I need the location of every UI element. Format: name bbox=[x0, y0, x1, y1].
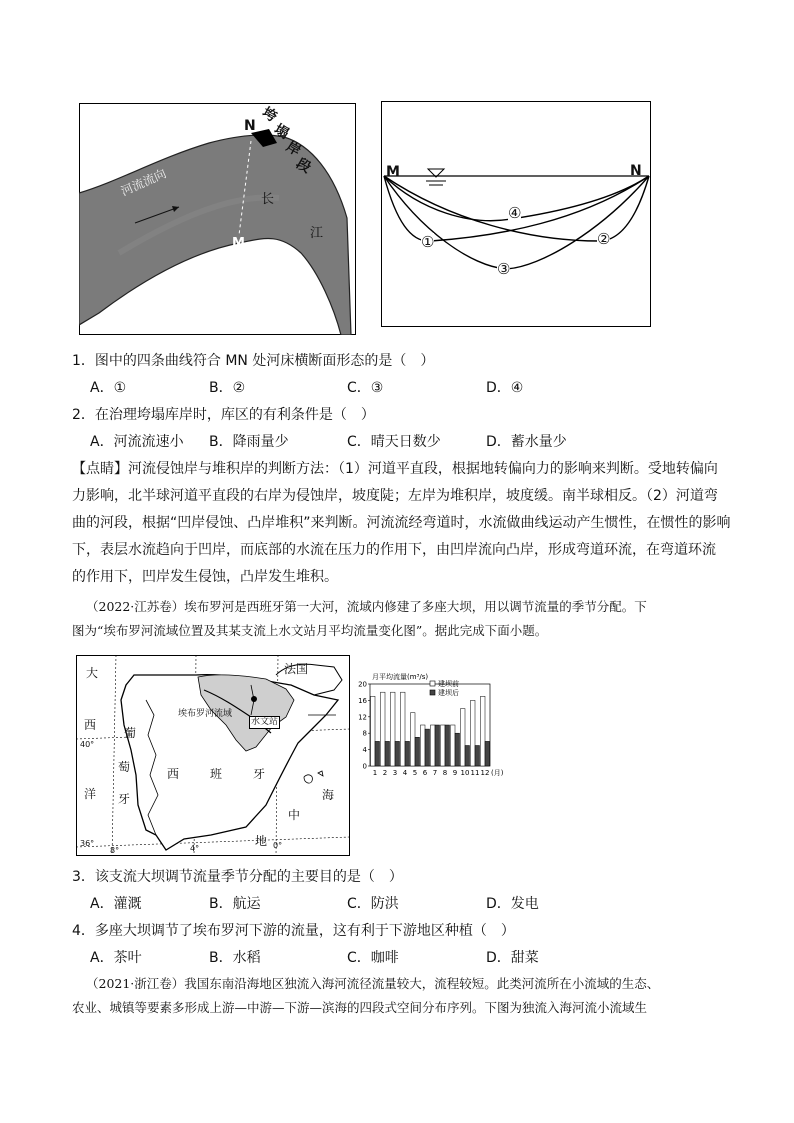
map-label-lon4: 4° bbox=[190, 844, 200, 853]
bar-after-dam bbox=[455, 733, 460, 766]
bar-after-dam bbox=[415, 737, 420, 766]
q4-option-c[interactable]: C．咖啡 bbox=[347, 950, 399, 966]
question-3-stem: 3．该支流大坝调节流量季节分配的主要目的是（ ） bbox=[72, 869, 403, 885]
map-label-lon0: 0° bbox=[273, 841, 283, 850]
note-tag: 【点睛】 bbox=[72, 461, 128, 477]
collapse-char-3: 岸 bbox=[283, 138, 304, 160]
intro-2022-line-2: 图为“埃布罗河流域位置及其某支流上水文站月平均流量变化图”。据此完成下面小题。 bbox=[72, 623, 548, 638]
y-tick-label: 0 bbox=[362, 762, 367, 771]
curve-label-4: ④ bbox=[508, 204, 522, 222]
fig1-label-m: M bbox=[232, 236, 245, 251]
bar-after-dam bbox=[465, 746, 470, 767]
bar-before-dam bbox=[411, 713, 416, 766]
map-label-da: 大 bbox=[86, 666, 99, 680]
bar-after-dam bbox=[485, 741, 490, 766]
bar-before-dam bbox=[451, 725, 456, 766]
bar-before-dam bbox=[391, 692, 396, 766]
bar-after-dam bbox=[445, 725, 450, 766]
q2-option-c[interactable]: C．晴天日数少 bbox=[347, 434, 441, 450]
bar-before-dam bbox=[431, 725, 436, 766]
bar-after-dam bbox=[475, 746, 480, 767]
bar-after-dam bbox=[385, 741, 390, 766]
y-tick-label: 20 bbox=[358, 680, 367, 689]
legend-swatch-after bbox=[430, 690, 435, 695]
river-photo-svg bbox=[79, 103, 356, 335]
question-1-stem: 1．图中的四条曲线符合 MN 处河床横断面形态的是（ ） bbox=[72, 353, 435, 369]
bar-after-dam bbox=[395, 741, 400, 766]
x-tick-label: 4 bbox=[402, 769, 408, 777]
q1-option-d[interactable]: D．④ bbox=[486, 380, 524, 396]
map-label-spain-1: 西 bbox=[167, 767, 180, 781]
intro-2021-line-2: 农业、城镇等要素多形成上游—中游—下游—滨海的四段式空间分布序列。下图为独流入海河流小流域生 bbox=[72, 1000, 648, 1015]
iberia-map-svg bbox=[76, 655, 350, 856]
q4-option-d[interactable]: D．甜菜 bbox=[486, 950, 539, 966]
map-label-lat40: 40° bbox=[80, 740, 95, 749]
x-tick-label: 7 bbox=[432, 769, 438, 777]
q2-option-a[interactable]: A．河流流速小 bbox=[90, 434, 184, 450]
river-name-char-2: 江 bbox=[310, 226, 324, 241]
y-tick-label: 16 bbox=[358, 696, 367, 705]
note-line-3: 曲的河段，根据“凹岸侵蚀、凸岸堆积”来判断。河流流经弯道时，水流做曲线运动产生惯性，在惯性的影响 bbox=[72, 515, 731, 531]
q1-option-b[interactable]: B．② bbox=[209, 380, 246, 396]
bar-before-dam bbox=[461, 709, 466, 766]
q3-option-d[interactable]: D．发电 bbox=[486, 896, 539, 912]
x-tick-label: 9 bbox=[452, 769, 458, 777]
bar-after-dam bbox=[405, 741, 410, 766]
note-line-4: 下，表层水流趋向于凹岸，而底部的水流在压力的作用下，由凹岸流向凸岸，形成弯道环流，在弯道环流 bbox=[72, 542, 716, 558]
map-label-yang: 洋 bbox=[84, 787, 97, 801]
q2-option-d[interactable]: D．蓄水量少 bbox=[486, 434, 567, 450]
fig1-label-n: N bbox=[244, 118, 256, 134]
q3-option-c[interactable]: C．防洪 bbox=[347, 896, 399, 912]
figure-iberia-map bbox=[76, 655, 350, 856]
map-label-hai: 海 bbox=[322, 788, 335, 802]
x-tick-label: 5 bbox=[412, 769, 418, 777]
flow-direction-label: 河流流向 bbox=[118, 166, 169, 199]
question-4-stem: 4．多座大坝调节了埃布罗河下游的流量，这有利于下游地区种植（ ） bbox=[72, 923, 515, 939]
q1-option-a[interactable]: A．① bbox=[90, 380, 127, 396]
figure-river-photo bbox=[79, 103, 356, 335]
q1-option-c[interactable]: C．③ bbox=[347, 380, 384, 396]
legend-label-after: 建坝后 bbox=[438, 689, 459, 697]
y-tick-label: 12 bbox=[358, 713, 367, 722]
q4-option-b[interactable]: B．水稻 bbox=[209, 950, 261, 966]
map-label-ya1: 牙 bbox=[118, 792, 131, 806]
x-tick-label: 11 bbox=[470, 769, 480, 777]
x-tick-label: 8 bbox=[442, 769, 448, 777]
legend-label-before: 建坝前 bbox=[438, 680, 459, 688]
hydro-station-dot bbox=[251, 696, 257, 702]
bar-after-dam bbox=[435, 725, 440, 766]
map-label-lat36: 36° bbox=[80, 839, 95, 848]
map-label-zhong: 中 bbox=[288, 808, 301, 822]
x-tick-label: 1 bbox=[372, 769, 378, 777]
fig2-label-m: M bbox=[386, 164, 400, 180]
curve-label-1: ① bbox=[421, 233, 435, 251]
y-tick-label: 4 bbox=[362, 746, 367, 755]
bar-after-dam bbox=[375, 741, 380, 766]
q2-option-b[interactable]: B．降雨量少 bbox=[209, 434, 289, 450]
bar-before-dam bbox=[421, 725, 426, 766]
bar-before-dam bbox=[441, 725, 446, 766]
note-line-1: 河流侵蚀岸与堆积岸的判断方法：（1）河道平直段，根据地转偏向力的影响来判断。受地转偏向 bbox=[128, 461, 718, 477]
map-label-pu1: 葡 bbox=[124, 726, 137, 740]
bar-before-dam bbox=[481, 696, 486, 766]
x-axis-unit: (月) bbox=[491, 769, 504, 777]
q3-option-a[interactable]: A．灌溉 bbox=[90, 896, 142, 912]
curve-label-3: ③ bbox=[497, 260, 511, 278]
collapse-label bbox=[259, 104, 314, 177]
intro-2022-line-1: （2022·江苏卷）埃布罗河是西班牙第一大河，流域内修建了多座大坝，用以调节流量的季节分配。下 bbox=[86, 599, 647, 614]
q4-option-a[interactable]: A．茶叶 bbox=[90, 950, 142, 966]
flow-chart bbox=[350, 670, 510, 780]
note-paragraph bbox=[72, 456, 732, 591]
intro-2021 bbox=[72, 972, 660, 1020]
map-label-xi: 西 bbox=[84, 718, 97, 732]
map-label-station: 水文站 bbox=[251, 717, 279, 727]
y-tick-label: 8 bbox=[362, 729, 367, 738]
map-label-basin: 埃布罗河流域 bbox=[178, 709, 233, 719]
x-tick-label: 12 bbox=[480, 769, 490, 777]
bar-before-dam bbox=[381, 692, 386, 766]
x-tick-label: 10 bbox=[460, 769, 470, 777]
map-label-spain-3: 牙 bbox=[253, 767, 266, 781]
collapse-char-2: 塌 bbox=[271, 121, 292, 143]
fig2-label-n: N bbox=[630, 163, 642, 179]
x-tick-label: 6 bbox=[422, 769, 428, 777]
map-label-lon8: 8° bbox=[110, 846, 120, 855]
map-label-di: 地 bbox=[255, 834, 268, 848]
intro-2022 bbox=[72, 595, 647, 643]
q3-option-b[interactable]: B．航运 bbox=[209, 896, 261, 912]
map-label-spain-2: 班 bbox=[210, 767, 223, 781]
flow-chart-svg bbox=[350, 670, 510, 780]
legend-swatch-before bbox=[430, 681, 435, 686]
river-name-char-1: 长 bbox=[261, 192, 275, 207]
question-2-stem: 2．在治理垮塌库岸时，库区的有利条件是（ ） bbox=[72, 407, 375, 423]
bar-before-dam bbox=[371, 696, 376, 766]
note-line-5: 的作用下，凹岸发生侵蚀，凸岸发生堆积。 bbox=[72, 569, 338, 585]
map-label-france: 法国 bbox=[284, 662, 309, 676]
bar-before-dam bbox=[401, 692, 406, 766]
collapse-char-4: 段 bbox=[293, 155, 314, 177]
x-tick-label: 3 bbox=[392, 769, 398, 777]
x-tick-label: 2 bbox=[382, 769, 388, 777]
collapse-char-1: 垮 bbox=[259, 104, 280, 126]
map-label-pu2: 萄 bbox=[118, 760, 131, 774]
curve-label-2: ② bbox=[597, 230, 611, 248]
bar-before-dam bbox=[471, 700, 476, 766]
intro-2021-line-1: （2021·浙江卷）我国东南沿海地区独流入海河流径流量较大，流程较短。此类河流所在小流域的生态、 bbox=[86, 976, 660, 991]
chart-title: 月平均流量(m³/s) bbox=[372, 673, 429, 681]
bar-after-dam bbox=[425, 729, 430, 766]
note-line-2: 力影响，北半球河道平直段的右岸为侵蚀岸，坡度陡；左岸为堆积岸，坡度缓。南半球相反。（2）河道弯 bbox=[72, 488, 718, 504]
